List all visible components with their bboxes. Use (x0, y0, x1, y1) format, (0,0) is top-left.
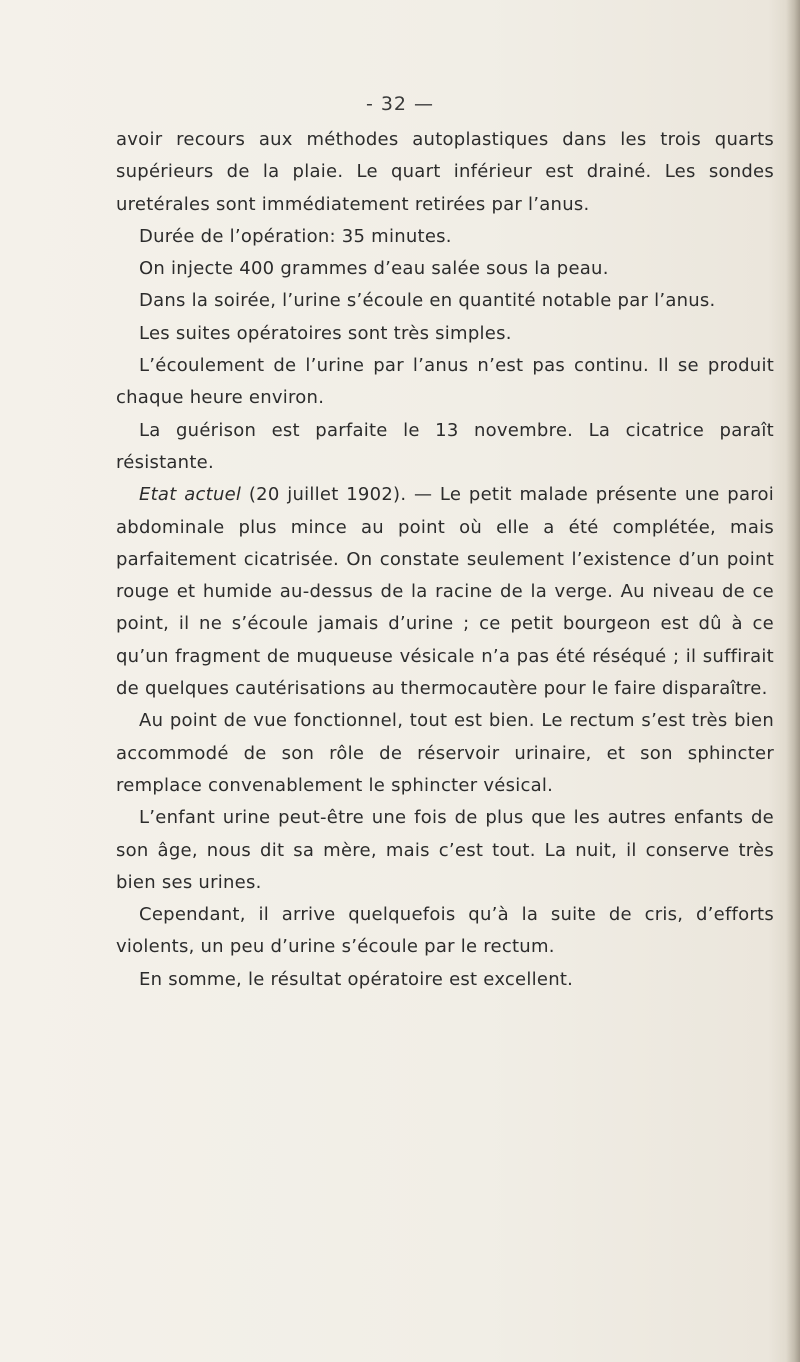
paragraph-evening: Dans la soirée, l’urine s’écoule en quantité notable par l’anus. (139, 290, 716, 312)
page-number: - 32 — (365, 93, 435, 115)
paragraph-healing: La guérison est parfaite le 13 novembre. La cicatrice paraît résistante. (116, 419, 774, 473)
paragraph-however: Cependant, il arrive quelquefois qu’à la suite de cris, d’efforts violents, un peu d’urine s’écoule par le rectum. (116, 904, 774, 958)
paragraph-flow: L’écoulement de l’urine par l’anus n’est pas continu. Il se produit chaque heure environ. (116, 355, 774, 409)
paragraph-child: L’enfant urine peut-être une fois de plus que les autres enfants de son âge, nous dit sa mère, mais c’est tout. La nuit, il conserve très bien ses urines. (116, 807, 774, 893)
current-state-text: (20 juillet 1902). — Le petit malade présente une paroi abdominale plus mince au point où elle a été complétée, mais parfaitement cicatrisée. On constate seulement l’existence d’un point rouge et humide au-dessus de la racine de la verge. Au niveau de ce point, il ne s’écoule jamais d’urine ; ce petit bourgeon est dû à ce qu’un fragment de muqueuse vésicale n’a pas été réséqué ; il suffirait de quelques cautérisations au thermocautère pour le faire disparaître. (116, 484, 774, 700)
paragraph-current-state (116, 479, 774, 705)
paragraph-duration: Durée de l’opération: 35 minutes. (139, 225, 452, 247)
paragraph-postop: Les suites opératoires sont très simples. (139, 322, 512, 344)
paragraph-functional: Au point de vue fonctionnel, tout est bien. Le rectum s’est très bien accommodé de son rôle de réservoir urinaire, et son sphincter remplace convenablement le sphincter vésical. (116, 710, 774, 796)
paragraph-conclusion: En somme, le résultat opératoire est excellent. (139, 968, 574, 990)
paragraph-injection: On injecte 400 grammes d’eau salée sous la peau. (139, 258, 609, 280)
italic-lead: Etat actuel (139, 484, 242, 506)
paragraph-continuation: avoir recours aux méthodes autoplastiques dans les trois quarts supérieurs de la plaie. Le quart inférieur est drainé. Les sondes uretérales sont immédiatement retirées par l’anus. (116, 129, 774, 215)
page-edge-shadow (786, 0, 800, 1362)
body-text (116, 124, 774, 996)
